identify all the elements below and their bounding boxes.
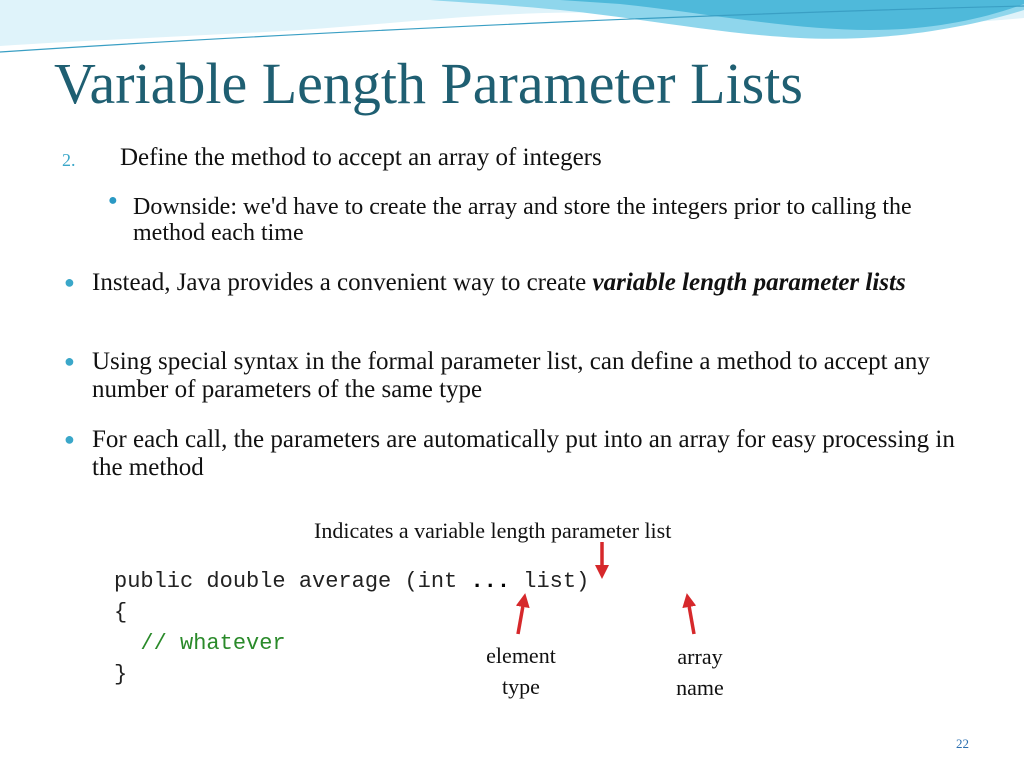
bullet-text-1-plain: Instead, Java provides a convenient way to create: [92, 269, 593, 296]
page-number: 22: [956, 736, 969, 751]
bullet-icon: ●: [64, 351, 75, 371]
code-line-4: }: [114, 662, 128, 687]
code-line-1-pre: public double average (int: [114, 569, 471, 594]
code-varargs-dots: ...: [470, 569, 511, 594]
element-type-label-line2: type: [502, 674, 540, 699]
sub-bullet-icon: ●: [108, 192, 118, 209]
code-comment: // whatever: [114, 631, 286, 656]
bullet-text-1: [92, 269, 972, 297]
code-line-2: {: [114, 600, 128, 625]
sub-bullet-text: Downside: we'd have to create the array and store the integers prior to calling the method each time: [133, 194, 912, 247]
numbered-item-text: Define the method to accept an array of integers: [120, 144, 602, 171]
element-type-label: [470, 640, 572, 702]
bullet-text-1-emphasis: variable length parameter lists: [592, 269, 906, 296]
bullet-icon: ●: [64, 272, 75, 292]
bullet-text-3: For each call, the parameters are automatically put into an array for easy processing in the method: [92, 426, 955, 481]
array-name-label-line1: array: [677, 644, 723, 669]
array-name-label: [650, 641, 750, 703]
numbered-item-marker: 2.: [62, 150, 76, 170]
bullet-text-2: Using special syntax in the formal parameter list, can define a method to accept any number of parameters of the same type: [92, 348, 930, 403]
bullet-icon: ●: [64, 429, 75, 449]
array-name-label-line2: name: [676, 675, 724, 700]
code-line-1-post: list): [510, 569, 590, 594]
annotation-caption: Indicates a variable length parameter list: [314, 518, 672, 543]
element-type-label-line1: element: [486, 643, 556, 668]
up-arrow-icon: [688, 600, 694, 634]
slide-title: Variable Length Parameter Lists: [54, 51, 803, 116]
